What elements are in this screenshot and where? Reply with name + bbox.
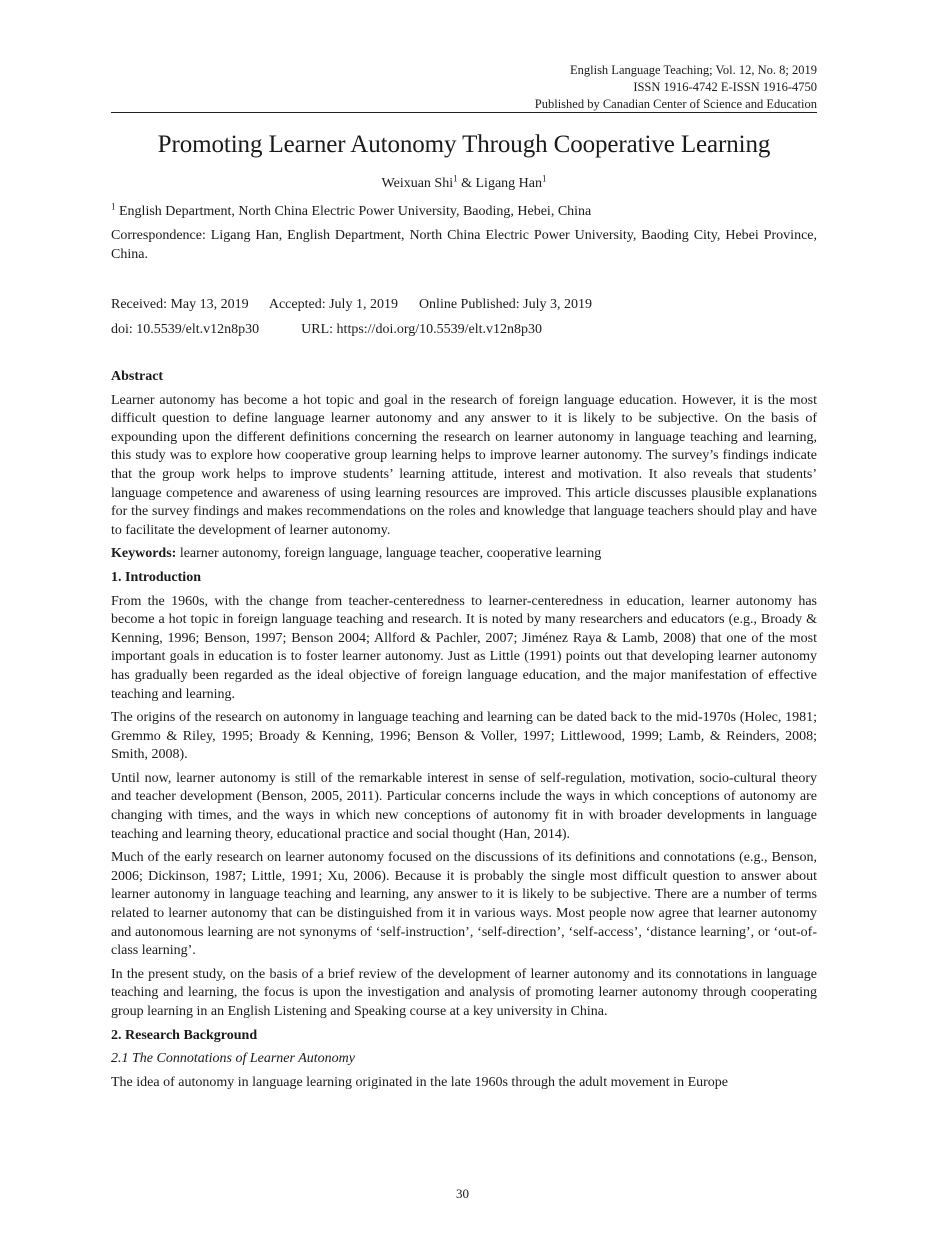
author-line xyxy=(111,173,817,192)
subsection-heading: 2.1 The Connotations of Learner Autonomy xyxy=(111,1051,355,1067)
paragraph: In the present study, on the basis of a brief review of the development of learner autonomy and its connotations in language teaching and learning, the focus is upon the investigation and analysis of promoting learner autonomy through cooperating group learning in an English Listening and Speaking course at a key university in China. xyxy=(111,966,817,1019)
paragraph: The origins of the research on autonomy in language teaching and learning can be dated back to the mid-1970s (Holec, 1981; Gremmo & Riley, 1995; Broady & Kenning, 1996; Benson & Voller, 1997; Littlewood, 1999; Lamb, & Reinders, 2008; Smith, 2008). xyxy=(111,710,817,763)
journal-citation: English Language Teaching; Vol. 12, No. 8; 2019 xyxy=(569,63,817,77)
affiliation-marker: 1 xyxy=(111,201,116,212)
publisher-line: Published by Canadian Center of Science and Education xyxy=(534,97,817,111)
correspondence: Correspondence: Ligang Han, English Department, North China Electric Power University, Baoding City, Hebei Province, China. xyxy=(111,228,817,262)
keywords xyxy=(111,545,817,564)
header-divider xyxy=(111,112,817,113)
affiliation-text: English Department, North China Electric Power University, Baoding, Hebei, China xyxy=(115,204,592,219)
section-heading: 1. Introduction xyxy=(111,569,201,585)
author-name: Weixuan Shi xyxy=(381,176,454,191)
article-body xyxy=(111,368,817,1097)
paragraph: Much of the early research on learner autonomy focused on the discussions of its definitions and connotations (e.g., Benson, 2006; Dickinson, 1987; Little, 1991; Xu, 2006). Because it is probably the single most difficult question to answer about learner autonomy in language teaching and learning, any answer to it is likely to be subjective. There are a number of terms related to learner autonomy that can be distinguished from it in various ways. Most people now agree that learner autonomy and autonomous learning are not synonyms of ‘self-instruction’, ‘self-direction’, ‘self-access’, ‘distance learning’, or ‘out-of-class learning’. xyxy=(111,850,817,959)
keywords-text: learner autonomy, foreign language, language teacher, cooperative learning xyxy=(176,546,602,562)
issn-line: ISSN 1916-4742 E-ISSN 1916-4750 xyxy=(633,80,817,94)
affiliation-marker: 1 xyxy=(541,173,547,184)
running-header xyxy=(111,62,817,113)
keywords-label: Keywords: xyxy=(111,546,177,562)
paragraph: Until now, learner autonomy is still of the remarkable interest in sense of self-regulation, motivation, socio-cultural theory and teacher development (Benson, 2005, 2011). Particular concerns include the ways in which conceptions of autonomy are changing with times, and the ways in which new conceptions of autonomy fit in with broader developments in language teaching and learning theory, educational practice and social thought (Han, 2014). xyxy=(111,770,817,842)
paragraph: From the 1960s, with the change from teacher-centeredness to learner-centeredness in education, learner autonomy has become a hot topic in foreign language teaching and research. It is noted by many researchers and educators (e.g., Broady & Kenning, 1996; Benson, 1997; Benson 2004; Allford & Pachler, 2007; Jiménez Raya & Lamb, 2008) that one of the most important goals in education is to foster learner autonomy. Just as Little (1991) points out that developing learner autonomy has gradually been regarded as the ideal objective of foreign language education, and the major manifestation of effective teaching and learning. xyxy=(111,593,817,702)
page-number: 30 xyxy=(456,1186,469,1201)
abstract-heading: Abstract xyxy=(111,369,164,384)
abstract-text: Learner autonomy has become a hot topic and goal in the research of foreign language education. However, it is the most difficult question to define language learner autonomy and any answer to it is likely to be subjective. On the basis of expounding upon the different definitions concerning the research on learner autonomy in language teaching and learning, this study was to explore how cooperative group learning helps to improve learner autonomy. The survey’s findings indicate that the group work helps to improve students’ learning attitude, interest and motivation. It also reveals that students’ language competence and awareness of using learning resources are improved. This article discusses plausible explanations for the survey findings and makes recommendations on the roles and knowledge that language teachers should play and have to facilitate the development of learner autonomy. xyxy=(111,392,817,538)
affiliation xyxy=(111,202,817,221)
paragraph: The idea of autonomy in language learning originated in the late 1960s through the adult movement in Europe xyxy=(111,1074,728,1090)
author-separator: & xyxy=(457,176,476,191)
doi-url-line: doi: 10.5539/elt.v12n8p30 URL: https://doi.org/10.5539/elt.v12n8p30 xyxy=(111,322,543,337)
publication-dates: Received: May 13, 2019 Accepted: July 1, 2019 Online Published: July 3, 2019 xyxy=(111,297,593,312)
author-name: Ligang Han xyxy=(475,176,542,191)
affiliation-marker: 1 xyxy=(453,173,458,184)
section-heading: 2. Research Background xyxy=(111,1027,258,1043)
article-title: Promoting Learner Autonomy Through Cooperative Learning xyxy=(157,131,771,158)
